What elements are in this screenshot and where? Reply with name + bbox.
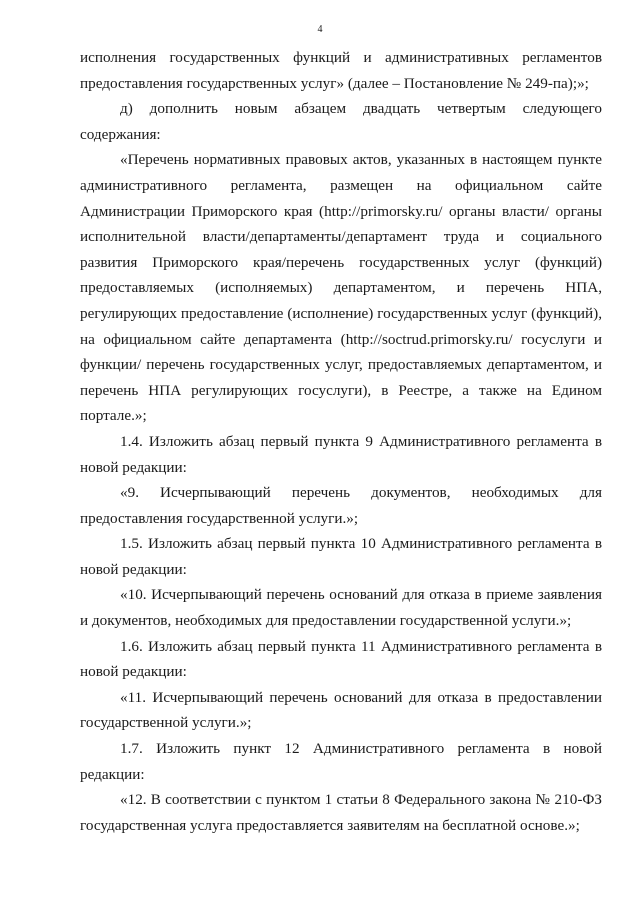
document-body	[80, 45, 602, 838]
paragraph-item-1-6: 1.6. Изложить абзац первый пункта 11 Административного регламента в новой редакции:	[80, 637, 602, 681]
paragraph-quote-12: «12. В соответствии с пунктом 1 статьи 8 Федерального закона № 210-ФЗ государственная услуга предоставляется заявителям на бесплатной основе.»;	[80, 791, 602, 834]
paragraph-item-1-4: 1.4. Изложить абзац первый пункта 9 Административного регламента в новой редакции:	[80, 432, 602, 476]
paragraph-quote-10: «10. Исчерпывающий перечень оснований для отказа в приеме заявления и документов, необходимых для предоставлении государственной услуги.»;	[80, 586, 602, 630]
paragraph-item-1-7: 1.7. Изложить пункт 12 Административного регламента в новой редакции:	[80, 740, 602, 783]
paragraph-continuation: исполнения государственных функций и административных регламентов предоставления государственных услуг» (далее – Постановление № 249-па);»;	[80, 49, 602, 92]
paragraph-item-1-5: 1.5. Изложить абзац первый пункта 10 Административного регламента в новой редакции:	[80, 535, 602, 578]
page-number: 4	[317, 24, 323, 35]
paragraph-quote-npa-list: «Перечень нормативных правовых актов, указанных в настоящем пункте административного регламента, размещен на официальном сайте Администрации Приморского края (http://primorsky.ru/ органы власти/ органы исполнительной власти/департаменты/департамент труда и социального развития Приморского края/перечень государственных услуг (функций) предоставляемых (исполняемых) департаментом, и перечень НПА, регулирующих предоставление (исполнение) государственных услуг (функций), на официальном сайте департамента (http://soctrud.primorsky.ru/ госуслуги и функции/ перечень государственных услуг, предоставляемых департаментом, и перечень НПА регулирующих госуслуги), в Реестре, а также на Едином портале.»;	[80, 151, 602, 425]
paragraph-item-d: д) дополнить новым абзацем двадцать четвертым следующего содержания:	[80, 100, 602, 143]
paragraph-quote-9: «9. Исчерпывающий перечень документов, необходимых для предоставления государственной услуги.»;	[80, 484, 602, 527]
paragraph-quote-11: «11. Исчерпывающий перечень оснований для отказа в предоставлении государственной услуги.»;	[80, 688, 602, 732]
